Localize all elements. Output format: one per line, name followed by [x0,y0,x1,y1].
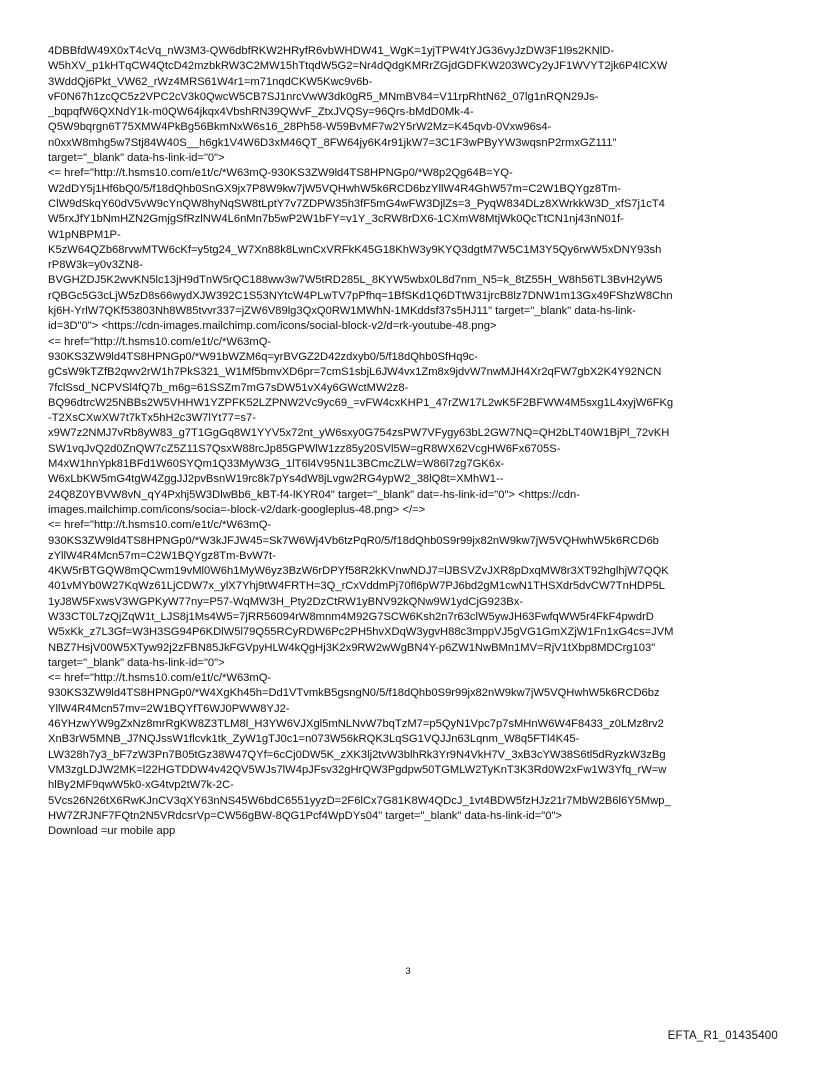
text-line: 401vMYb0W27KqWz61LjCDW7x_ylX7Yhj9tW4FRTH=3Q_rCxVddmPj70fl6pW7PJ6bd2gM1cwN1THSXdr5dvCW7TnHDP5L [48,580,665,593]
text-line: 5Vcs26N26tX6RwKJnCV3qXY63nNS45W6bdC6551yyzD=2F6lCx7G81K8W4QDcJ_1vt4BDW5fzHJz21r7MbW2B6l6Y5Mwp_ [48,794,671,807]
text-line: vF0N67h1zcQC5z2VPC2cV3k0QwcW5CB7SJ1nrcVwW3dk0gR5_MNmBV84=V11rpRhtN62_07lg1nRQN29Js- [48,90,599,103]
text-line: gCsW9kTZfB2qwv2rW1h7PkS321_W1Mf5bmvXD6pr=7cmS1sbjL6JW4vx1Zm8x9jdvW7nwMJH4Xr2qFW7gbX2K4Y92NCN [48,366,662,379]
text-line: rP8W3k=y0v3ZN8- [48,259,143,272]
text-line: hlBy2MF9qwW5k0-xG4tvp2tW7k-2C- [48,779,234,792]
text-line: BQ96dtrcW25NBBs2W5VHHW1YZPFK52LZPNW2Vc9yc69_=vFW4cxKHP1_47rZW17L2wK5F2BFWW4M5sxg1L4xyjW6FKg [48,396,674,409]
text-line: HW7ZRJNF7FQtn2N5VRdcsrVp=CW56gBW-8QG1Pcf4WpDYs04" target="_blank" data-hs-link-id="0"> [48,809,562,822]
text-line: _bqpqfW6QXNdY1k-m0QW64jkqx4VbshRN39QWvF_ZtxJVQSy=96Qrs-bMdD0Mk-4- [48,106,474,119]
text-line: <= href="http://t.hsms10.com/e1t/c/*W63mQ- [48,335,272,348]
text-line: W6xLbKW5mG4tgW4ZggJJ2pvBsnW19rc8k7pYs4dW8jLvgw2RG4ypW2_38lQ8t=XMhW1-- [48,473,504,486]
text-line: x9W7z2NMJ7vRb8yW83_g7T1GgGq8W1YYV5x72nt_yW6sxy0G754zsPW7VFygy63bL2GW7NQ=QH2bLT40W1BjPl_72vKH [48,427,670,440]
text-line: id=3D"0"> <https://cdn-images.mailchimp.com/icons/social-block-v2/d=rk-youtube-48.png> [48,320,497,333]
text-line: Download =ur mobile app [48,825,176,838]
text-line: 930KS3ZW9ld4TS8HPNGp0/*W4XgKh45h=Dd1VTvmkB5gsngN0/5/f18dQhb0S9r99jx82nW9kw7jW5VQHwhW5k6RCD6bz [48,687,660,700]
text-line: 930KS3ZW9ld4TS8HPNGp0/*W91bWZM6q=yrBVGZ2D42zdxyb0/5/f18dQhb0SfHq9c- [48,350,478,363]
bates-number: EFTA_R1_01435400 [667,1030,778,1042]
text-line: <= href="http://t.hsms10.com/e1t/c/*W63mQ- [48,672,272,685]
text-line: 930KS3ZW9ld4TS8HPNGp0/*W3kJFJW45=Sk7W6Wj4Vb6tzPqR0/5/f18dQhb0S9r99jx82nW9kw7jW5VQHwhW5k6RCD6b [48,534,659,547]
text-line: W1pNBPM1P- [48,228,121,241]
text-line: W5hXV_p1kHTqCW4QtcD42mzbkRW3C2MW15hTtqdW5G2=Nr4dQdgKMRrZGjdGDFKW203WCy2yJF1WVYT2jk6P4lCXW [48,60,668,73]
text-line: W33CT0L7zQjZqW1t_LJS8j1Ms4W5=7jRR56094rW8mnm4M92G7SCW6Ksh2n7r63clW5ywJH63FwfqWW5r4FkF4pwdrD [48,610,654,623]
text-line: 3WddQj6Pkt_VW62_rWz4MRS61W4r1=m71nqdCKW5Kwc9v6b- [48,75,373,88]
text-line: BVGHZDJ5K2wvKN5lc13jH9dTnW5rQC188ww3w7W5tRD285L_8KYW5wbx0L8d7nm_N5=k_8tZ55H_W8h56TL3BvH2yW5 [48,274,663,287]
text-line: 1yJ8W5FxwsV3WGPKyW77ny=P57-WqMW3H_Pty2DzCtRW1yBNV92kQNw9W1ydCjG923Bx- [48,595,524,608]
text-line: 4DBBfdW49X0xT4cVq_nW3M3-QW6dbfRKW2HRyfR6vbWHDW41_WgK=1yjTPW4tYJG36vyJzDW3F1l9s2KNlD- [48,45,615,57]
text-line: M4xW1hnYpk81BFd1W60SYQm1Q33MyW3G_1lT6l4V95N1L3BCmcZLW=W86l7zg7GK6x- [48,458,505,471]
text-line: LW328h7y3_bF7zW3Pn7B05tGz38W47QYf=6cCj0DW5K_zXK3lj2tvW3blhRk3Yr9N4VkH7V_3xB3cYW38S6tl5dRyzkW3zBg [48,748,666,761]
text-line: <= href="http://t.hsms10.com/e1t/c/*W63mQ- [48,519,272,532]
text-line: <= href="http://t.hsms10.com/e1t/c/*W63mQ-930KS3ZW9ld4TS8HPNGp0/*W8p2Qg64B=YQ- [48,167,513,180]
text-line: W2dDY5j1Hf6bQ0/5/f18dQhb0SnGX9jx7P8W9kw7jW5VQHwhW5k6RCD6bzYllW4R4GhW57m=C2W1BQYgz8Tm- [48,182,621,195]
document-body [48,44,783,839]
text-line: 24Q8Z0YBVW8vN_qY4Pxhj5W3DlwBb6_kBT-f4-lKYR04" target="_blank" dat=-hs-link-id="0"> <https://cdn- [48,488,580,501]
text-line: rQBGc5G3cLjW5zD8s66wydXJW392C1S53NYtcW4PLwTV7pPfhq=1BfSKd1Q6DTtW31jrcB8lz7DNW1m13Gx49FShzW8Chn [48,289,673,302]
text-line: Q5W9bqrgn6T75XMW4PkBg56BkmNxW6s16_28Ph58-W59BvMF7w2Y5rW2Mz=K45qvb-0Vxw96s4- [48,121,552,134]
text-line: W5rxJfY1bNmHZN2GmjgSfRzlNW4L6nMn7b5wP2W1bFY=v1Y_3cRW8rDX6-1CXmW8MtjWk0QcTtCN1nj43nN01f- [48,213,624,226]
text-line: 4KW5rBTGQW8mQCwm19vMl0W6h1MyW6yz3BzW6rDPYf58R2kKVnwNDJ7=lJBSVZvJXR8pDxqMW8r3XT92hglhjW7QQK [48,565,669,578]
text-line: XnB3rW5MNB_J7NQJssW1flcvk1tk_ZyW1gTJ0c1=n073W56kRQK3LqSG1VQJJn63Lqnm_W8q5FTl4K45- [48,733,580,746]
text-line: SW1vqJvQ2d0ZnQW7cZ5Z11S7QsxW88rcJp85GPWlW1zz85y20SVl5W=gR8WX62VcgHW6Fx6705S- [48,442,561,455]
text-line: n0xxW8mhg5w7Stj84W40S__h6gk1V4W6D3xM46QT_8FW64jy6K4r91jkW7=3C1F3wPByYW3wqsnP2rmxGZ111" [48,136,617,149]
text-line: ClW9dSkqY60dV5vW9cYnQW8hyNqSW8tLptY7v7ZDPW35h3fF5mG4wFW3DjlZs=3_PyqW834DLz8XWrkkW3D_xfS7j1cT4 [48,197,665,210]
text-line: W5xKk_z7L3Gf=W3H3SG94P6KDlW5l79Q55RCyRDW6Pc2PH5hvXDqW3ygvH88c3mppVJ5gVG1GmXZjW1Fn1xG4cs=JVM [48,626,674,639]
text-line: VM3zgLDJW2MK=l22HGTDDW4v42QV5WJs7lW4pJFsv32gHrQW3Pgdpw50TGMLW2TyKnT3K3Rd0W2xFw1W3Yfq_rW=w [48,763,667,776]
text-line: target="_blank" data-hs-link-id="0"> [48,656,225,669]
text-line: YllW4R4Mcn57mv=2W1BQYfT6WJ0PWW8YJ2- [48,702,290,715]
page-number: 3 [405,966,411,977]
text-line: -T2XsCXwXW7t7kTx5hH2c3W7lYt77=s7- [48,412,256,425]
text-line: 46YHzwYW9gZxNz8mrRgKW8Z3TLM8l_H3YW6VJXgl5mNLNvW7bqTzM7=p5QyN1Vpc7p7sMHnW6W4F8433_z0LMz8rv2 [48,718,664,731]
text-line: NBZ7HsjV00W5XTyw92j2zFBN85JkFGVpyHLW4kQgHj3K2x9RW2wWgBN4Y-p6ZW1NwBMn1MV=RjV1tXbp8MDCrg103" [48,641,656,654]
text-line: zYllW4R4Mcn57m=C2W1BQYgz8Tm-BvW7t- [48,549,276,562]
text-line: 7fclSsd_NCPVSl4fQ7b_m6g=61SSZm7mG7sDW51vX4y6GWctMW2z8- [48,381,409,394]
text-line: K5zW64QZb68rvwMTW6cKf=y5tg24_W7Xn88k8LwnCxVRFkK45G18KhW3y9KYQ3dgtM7W5C1M3Y5Qy6rwW5xDNY93sh [48,243,662,256]
text-line: images.mailchimp.com/icons/socia=-block-v2/dark-googleplus-48.png> </=> [48,503,426,516]
text-line: kj6H-YrlW7QKf53803Nh8W85tvvr337=jZW6V89lg3QxQ0RW1MWhN-1MKddsf37s5HJ11" target="_blank" data-hs-link- [48,305,636,318]
text-line: target="_blank" data-hs-link-id="0"> [48,152,225,165]
